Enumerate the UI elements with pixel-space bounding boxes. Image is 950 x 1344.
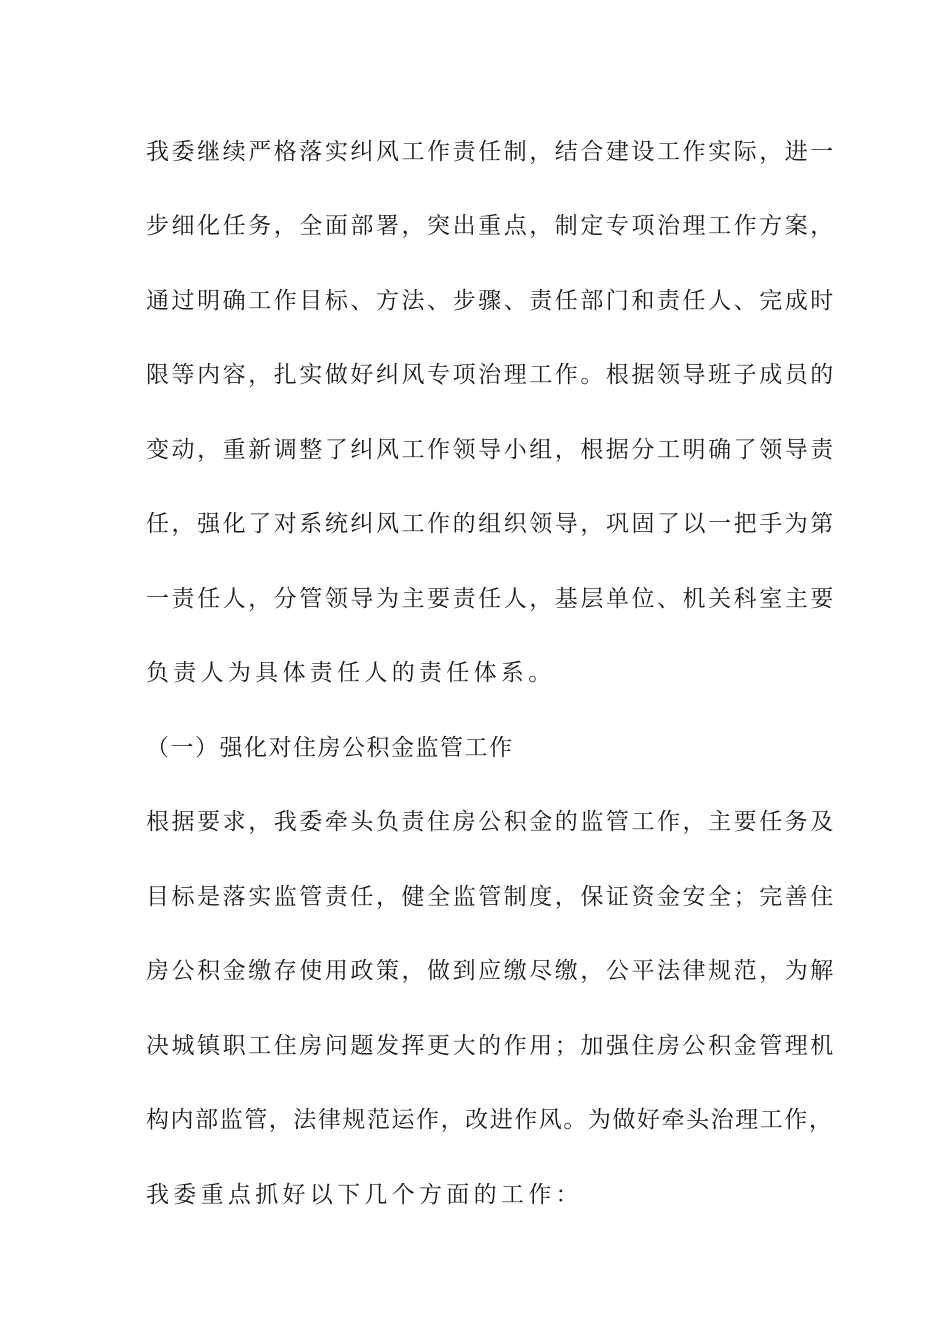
- paragraph-line: 限等内容，扎实做好纠风专项治理工作。根据领导班子成员的: [146, 362, 836, 388]
- paragraph-line: 通过明确工作目标、方法、步骤、责任部门和责任人、完成时: [146, 288, 836, 314]
- paragraph-line: 步细化任务，全面部署，突出重点，制定专项治理工作方案，: [146, 213, 836, 239]
- paragraph-line: 构内部监管，法律规范运作，改进作风。为做好牵头治理工作，: [146, 1107, 834, 1133]
- paragraph-line: 负责人为具体责任人的责任体系。: [146, 660, 556, 686]
- paragraph-line: 任，强化了对系统纠风工作的组织领导，巩固了以一把手为第: [146, 511, 836, 537]
- paragraph-line: 决城镇职工住房问题发挥更大的作用；加强住房公积金管理机: [146, 1033, 836, 1059]
- paragraph-line: 一责任人，分管领导为主要责任人，基层单位、机关科室主要: [146, 586, 836, 612]
- paragraph-line: 变动，重新调整了纠风工作领导小组，根据分工明确了领导责: [146, 437, 836, 463]
- paragraph-line: 根据要求，我委牵头负责住房公积金的监管工作，主要任务及: [146, 809, 836, 835]
- paragraph-line: 我委继续严格落实纠风工作责任制，结合建设工作实际，进一: [146, 139, 836, 165]
- paragraph-line: 我委重点抓好以下几个方面的工作：: [146, 1182, 583, 1208]
- section-heading: （一）强化对住房公积金监管工作: [146, 735, 514, 761]
- paragraph-line: 目标是落实监管责任，健全监管制度，保证资金安全；完善住: [146, 884, 836, 910]
- paragraph-line: 房公积金缴存使用政策，做到应缴尽缴，公平法律规范，为解: [146, 958, 836, 984]
